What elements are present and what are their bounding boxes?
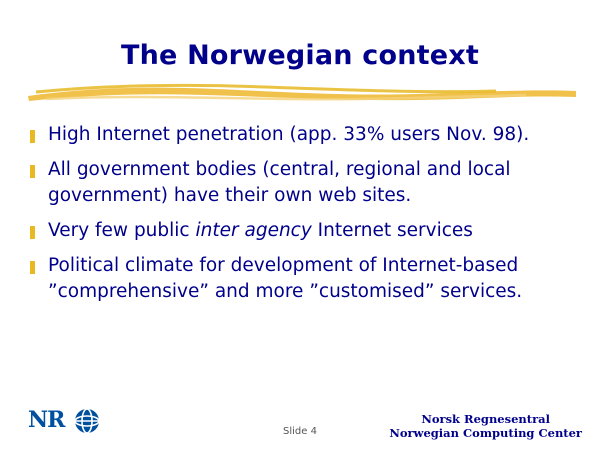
list-item-text: High Internet penetration (app. 33% users Nov. 98). [48, 124, 530, 145]
list-item-text: Political climate for development of Internet-based ”comprehensive” and more ”customised” services. [48, 255, 523, 302]
list-item [30, 157, 575, 209]
logo-label: NR [28, 407, 65, 433]
list-item-text: Very few public inter agency Internet services [48, 220, 473, 241]
org-name-no: Norsk Regnesentral [421, 412, 550, 426]
bullet-marker-icon [30, 122, 48, 147]
brushstroke-divider [26, 82, 578, 104]
bullet-marker-icon [30, 253, 48, 278]
organization-footer [389, 412, 582, 440]
bullet-list [30, 122, 575, 314]
list-item [30, 218, 575, 244]
list-item [30, 122, 575, 148]
list-item [30, 253, 575, 305]
list-item-text: All government bodies (central, regional and local government) have their own web sites. [48, 159, 511, 206]
bullet-marker-icon [30, 218, 48, 243]
slide-number: Slide 4 [283, 426, 317, 437]
page-title: The Norwegian context [120, 40, 479, 71]
org-name-en: Norwegian Computing Center [389, 426, 582, 440]
bullet-marker-icon [30, 157, 48, 182]
